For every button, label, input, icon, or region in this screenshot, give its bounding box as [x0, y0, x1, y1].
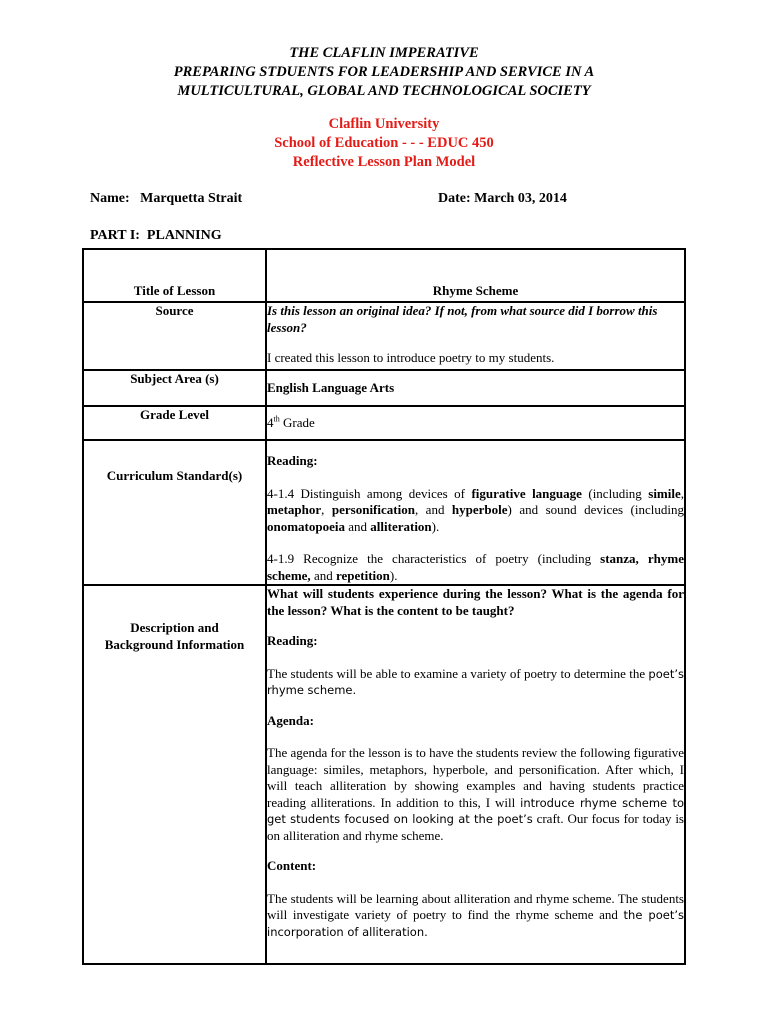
subject-label: Subject Area (s) [130, 371, 219, 386]
reading-heading: Reading: [267, 633, 318, 648]
title-label: Title of Lesson [133, 282, 216, 298]
header-line-3: MULTICULTURAL, GLOBAL AND TECHNOLOGICAL SOCIETY [177, 83, 591, 99]
row-source [83, 302, 685, 370]
grade-value-cell [266, 406, 685, 440]
date-label: Date: [438, 191, 471, 206]
agenda-text: The agenda for the lesson is to have the students review the following figurative language: similes, metaphors, hyperbole, and personification. After which, I will teach alliteration by showing examples and having students practice reading alliterations. In addition to this, I will introduce rhyme scheme to get students focused on looking at the poet’s craft. Our focus for today is on alliteration and rhyme scheme. [267, 745, 684, 843]
description-question: What will students experience during the lesson? What is the agenda for the lesson? What is the content to be taught? [267, 586, 684, 618]
row-grade [83, 406, 685, 440]
university-name: Claflin University [328, 116, 440, 132]
standards-label: Curriculum Standard(s) [106, 468, 243, 483]
description-value-cell [266, 585, 685, 964]
school-course: School of Education - - - EDUC 450 [274, 135, 494, 151]
source-label-cell [83, 302, 266, 370]
grade-ordinal: th [273, 414, 280, 424]
standards-heading: Reading: [267, 453, 318, 468]
grade-suffix: Grade [279, 414, 315, 430]
subject-value-cell [266, 370, 685, 406]
grade-label-cell [83, 406, 266, 440]
source-label: Source [155, 303, 194, 318]
part-title: PART I: PLANNING [90, 228, 222, 243]
date-line [438, 191, 567, 207]
grade-number: 4 [267, 414, 274, 430]
title-value-cell [266, 249, 685, 302]
name-label: Name: [90, 191, 130, 206]
row-title [83, 249, 685, 302]
name-line [90, 191, 242, 207]
grade-label: Grade Level [140, 407, 209, 422]
date-value: March 03, 2014 [474, 191, 567, 206]
agenda-heading: Agenda: [267, 712, 314, 728]
subject-value: English Language Arts [267, 379, 395, 395]
row-standards [83, 440, 685, 585]
standard-4-1-4: 4-1.4 Distinguish among devices of figurative language (including simile, metaphor, personification, and hyperbole) and sound devices (including onomatopoeia and alliteration). [267, 485, 685, 534]
description-label [84, 586, 265, 653]
description-label-line-1: Description and [130, 620, 219, 635]
header-line-2: PREPARING STDUENTS FOR LEADERSHIP AND SERVICE IN A [173, 64, 595, 80]
row-subject [83, 370, 685, 406]
standards-label-cell [83, 440, 266, 585]
description-label-line-2: Background Information [104, 636, 245, 652]
source-question: Is this lesson an original idea? If not, from what source did I borrow this lesson? [267, 303, 658, 335]
header-line-1: THE CLAFLIN IMPERATIVE [289, 45, 479, 61]
title-label-cell [83, 249, 266, 302]
lesson-plan-table [82, 248, 686, 965]
title-value: Rhyme Scheme [432, 282, 519, 298]
model-title: Reflective Lesson Plan Model [292, 154, 476, 170]
reading-text: The students will be able to examine a variety of poetry to determine the poet’s rhyme scheme. [267, 665, 684, 697]
source-value-cell [266, 302, 685, 370]
source-answer: I created this lesson to introduce poetry to my students. [267, 350, 555, 365]
content-text: The students will be learning about alliteration and rhyme scheme. The students will investigate variety of poetry to find the rhyme scheme and the poet’s incorporation of alliteration. [267, 890, 684, 939]
imperative-header [0, 44, 768, 101]
institution-header [0, 115, 768, 172]
description-label-cell [83, 585, 266, 964]
name-value: Marquetta Strait [140, 191, 243, 206]
row-description [83, 585, 685, 964]
standards-value-cell [266, 440, 685, 585]
standard-4-1-9: 4-1.9 Recognize the characteristics of poetry (including stanza, rhyme scheme, and repetition). [267, 551, 684, 583]
content-heading: Content: [267, 858, 317, 873]
subject-label-cell [83, 370, 266, 406]
